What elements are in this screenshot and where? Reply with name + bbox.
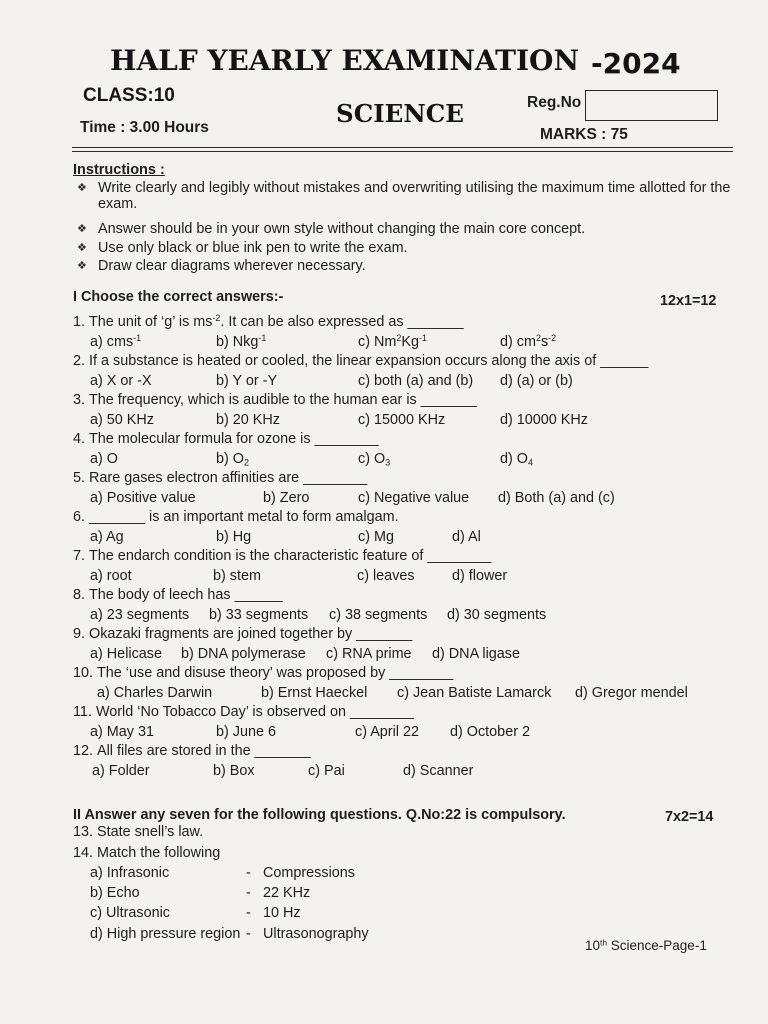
option-text: a) Helicase (90, 645, 162, 662)
option-c (397, 684, 551, 704)
options-row-q4 (0, 450, 768, 470)
class-label: CLASS:10 (83, 85, 175, 106)
subject-title: SCIENCE (336, 99, 464, 128)
option-text: c) April 22 (355, 723, 419, 740)
options-row-q3 (0, 411, 768, 431)
reg-no-box (585, 90, 718, 121)
option-d (500, 372, 573, 392)
instruction-item (77, 221, 747, 237)
question-text: The endarch condition is the characteristic feature of ________ (89, 548, 492, 564)
question-stem: Match the following (97, 845, 221, 861)
question-text: The ‘use and disuse theory’ was proposed by ________ (97, 665, 454, 681)
reg-no-label: Reg.No (527, 94, 582, 111)
options-row-q10 (0, 684, 768, 704)
option-b (216, 333, 266, 353)
option-superscript: -2 (548, 332, 557, 343)
exam-title (110, 45, 681, 80)
section-2-marks: 7x2=14 (665, 809, 714, 825)
option-a (90, 450, 118, 470)
option-c (308, 762, 345, 782)
options-row-q6 (0, 528, 768, 548)
option-text: d) flower (452, 567, 508, 584)
diamond-bullet-icon: ❖ (77, 181, 87, 194)
footer-text: Science-Page-1 (607, 938, 707, 953)
footer-superscript: th (600, 937, 608, 948)
section-1-heading: I Choose the correct answers:- (73, 289, 284, 305)
instruction-text: Write clearly and legibly without mistakes and overwriting utilising the maximum time allotted for the exam. (98, 180, 731, 212)
question-2 (0, 352, 768, 372)
question-4 (0, 430, 768, 450)
instruction-text: Answer should be in your own style without changing the main core concept. (98, 221, 586, 237)
option-subscript: 3 (385, 457, 391, 468)
option-text: Kg (401, 333, 419, 350)
match-right-item: Ultrasonography (263, 926, 369, 942)
option-d (500, 333, 556, 353)
question-number: 9. (73, 626, 86, 642)
option-c (358, 333, 427, 353)
question-number: 4. (73, 431, 86, 447)
question-text: The unit of ‘g’ is ms (89, 314, 213, 330)
options-row-q11 (0, 723, 768, 743)
option-text: d) 30 segments (447, 606, 547, 623)
option-text: a) Positive value (90, 489, 196, 506)
option-b (213, 567, 261, 587)
option-text: d) DNA ligase (432, 645, 520, 662)
option-text: c) O (358, 450, 386, 467)
option-d (403, 762, 473, 782)
option-text: d) O (500, 450, 528, 467)
option-text: b) stem (213, 567, 261, 584)
option-b (216, 372, 277, 392)
option-text: c) 15000 KHz (358, 411, 446, 428)
question-stem (89, 314, 464, 330)
option-text: b) Hg (216, 528, 252, 545)
question-stem (89, 392, 477, 408)
option-text: c) RNA prime (326, 645, 412, 662)
question-number: 8. (73, 587, 86, 603)
option-subscript: 2 (244, 457, 249, 468)
match-row (0, 864, 768, 883)
question-stem (89, 470, 367, 486)
options-row-q1 (0, 333, 768, 353)
option-text: a) May 31 (90, 723, 154, 740)
footer-text: 10 (585, 938, 601, 953)
question-number: 14. (73, 845, 94, 861)
question-stem (89, 509, 399, 525)
option-text: c) Negative value (358, 489, 470, 506)
option-b (181, 645, 306, 665)
option-text: a) cms (90, 333, 134, 350)
option-text: b) 33 segments (209, 606, 309, 623)
total-marks: MARKS : 75 (540, 126, 628, 143)
option-text: c) Nm (358, 333, 397, 350)
option-b (216, 723, 276, 743)
option-d (450, 723, 530, 743)
option-a (90, 645, 162, 665)
question-number: 3. (73, 392, 86, 408)
question-text: . It can be also expressed as _______ (220, 314, 464, 330)
question-stem (89, 548, 491, 564)
question-number: 7. (73, 548, 86, 564)
exam-year: -2024 (591, 47, 681, 80)
match-right-item: 22 KHz (263, 885, 311, 901)
instruction-text: Use only black or blue ink pen to write the exam. (98, 240, 408, 256)
option-text: d) 10000 KHz (500, 411, 588, 428)
option-text: d) Scanner (403, 762, 474, 779)
question-number: 13. (73, 824, 94, 840)
match-row (0, 884, 768, 903)
option-a (90, 372, 152, 392)
option-text: d) (a) or (b) (500, 372, 573, 389)
question-text: The body of leech has ______ (89, 587, 283, 603)
instruction-text: Draw clear diagrams wherever necessary. (98, 258, 366, 274)
option-b (213, 762, 255, 782)
option-c (358, 411, 445, 431)
match-right-item: Compressions (263, 865, 355, 881)
option-text: b) 20 KHz (216, 411, 280, 428)
option-b (263, 489, 309, 509)
instruction-item (77, 240, 747, 256)
options-row-q7 (0, 567, 768, 587)
question-6 (0, 508, 768, 528)
option-d (500, 411, 588, 431)
option-text: a) 50 KHz (90, 411, 154, 428)
option-c (358, 372, 473, 392)
question-3 (0, 391, 768, 411)
option-text: b) DNA polymerase (181, 645, 306, 662)
option-text: a) O (90, 450, 118, 467)
question-text: _______ is an important metal to form amalgam. (89, 509, 399, 525)
section-2-heading: II Answer any seven for the following questions. Q.No:22 is compulsory. (73, 807, 566, 823)
option-b (209, 606, 308, 626)
option-a (90, 606, 189, 626)
option-text: d) Al (452, 528, 481, 545)
question-number: 5. (73, 470, 86, 486)
options-row-q5 (0, 489, 768, 509)
option-text: a) Charles Darwin (97, 684, 213, 701)
option-text: c) Jean Batiste Lamarck (397, 684, 552, 701)
match-row (0, 904, 768, 923)
option-b (216, 528, 251, 548)
instruction-item (77, 180, 747, 212)
diamond-bullet-icon: ❖ (77, 222, 87, 235)
option-text: d) October 2 (450, 723, 530, 740)
page-footer (585, 937, 707, 955)
option-c (358, 528, 394, 548)
section-1-marks: 12x1=12 (660, 293, 717, 309)
question-12 (0, 742, 768, 762)
time-label: Time : 3.00 Hours (80, 119, 209, 136)
match-separator: - (246, 926, 251, 942)
question-stem (96, 704, 414, 720)
question-5 (0, 469, 768, 489)
question-text: World ‘No Tobacco Day’ is observed on ________ (95, 704, 415, 720)
option-c (355, 723, 419, 743)
question-superscript: -2 (212, 313, 221, 324)
option-d (447, 606, 546, 626)
option-text: b) Y or -Y (216, 372, 278, 389)
option-a (90, 528, 124, 548)
option-a (90, 489, 196, 509)
option-c (358, 489, 469, 509)
option-text: c) 38 segments (329, 606, 428, 623)
option-text: a) root (90, 567, 132, 584)
options-row-q9 (0, 645, 768, 665)
option-c (329, 606, 427, 626)
option-a (90, 723, 154, 743)
question-stem: State snell’s law. (97, 824, 204, 840)
option-superscript: 2 (396, 332, 402, 343)
option-text: c) both (a) and (b) (358, 372, 474, 389)
option-text: b) Box (213, 762, 255, 779)
question-number: 11. (73, 704, 92, 720)
option-text: b) Nkg (216, 333, 259, 350)
question-13 (73, 823, 203, 842)
match-separator: - (246, 905, 251, 921)
option-d (452, 528, 481, 548)
question-number: 12. (73, 743, 94, 759)
option-a (90, 567, 132, 587)
option-c (326, 645, 412, 665)
question-text: The frequency, which is audible to the human ear is _______ (89, 392, 477, 408)
option-a (97, 684, 212, 704)
options-row-q8 (0, 606, 768, 626)
option-b (216, 450, 249, 470)
match-right-item: 10 Hz (263, 905, 301, 921)
option-c (358, 450, 390, 470)
option-text: c) Mg (358, 528, 394, 545)
match-left-item: b) Echo (90, 885, 140, 901)
exam-title-text: HALF YEARLY EXAMINATION (110, 44, 580, 77)
question-7 (0, 547, 768, 567)
option-a (90, 333, 141, 353)
match-left-item: d) High pressure region (90, 926, 241, 942)
options-row-q2 (0, 372, 768, 392)
option-superscript: -1 (258, 332, 267, 343)
options-row-q12 (0, 762, 768, 782)
question-text: The molecular formula for ozone is ________ (89, 431, 379, 447)
option-d (432, 645, 520, 665)
option-d (575, 684, 688, 704)
question-stem (97, 665, 453, 681)
question-9 (0, 625, 768, 645)
option-d (500, 450, 533, 470)
option-c (357, 567, 415, 587)
option-text: c) Pai (308, 762, 345, 779)
match-left-item: c) Ultrasonic (90, 905, 170, 921)
match-separator: - (246, 885, 251, 901)
instruction-item (77, 258, 747, 274)
option-subscript: 4 (528, 457, 533, 468)
question-stem (89, 431, 379, 447)
question-stem (89, 587, 283, 603)
option-d (498, 489, 615, 509)
question-number: 1. (73, 314, 86, 330)
question-8 (0, 586, 768, 606)
question-text: Rare gases electron affinities are ________ (89, 470, 368, 486)
option-b (261, 684, 367, 704)
option-text: d) Gregor mendel (575, 684, 688, 701)
question-14 (73, 844, 220, 863)
diamond-bullet-icon: ❖ (77, 241, 87, 254)
question-1 (0, 313, 768, 333)
header-double-rule (72, 147, 733, 152)
option-b (216, 411, 280, 431)
question-text: Okazaki fragments are joined together by _______ (89, 626, 413, 642)
match-left-item: a) Infrasonic (90, 865, 170, 881)
option-text: a) Folder (92, 762, 150, 779)
option-text: b) O (216, 450, 244, 467)
option-text: c) leaves (357, 567, 415, 584)
option-a (92, 762, 150, 782)
question-11 (0, 703, 768, 723)
option-text: a) X or -X (90, 372, 152, 389)
option-superscript: -1 (418, 332, 427, 343)
diamond-bullet-icon: ❖ (77, 259, 87, 272)
option-d (452, 567, 507, 587)
option-text: b) Ernst Haeckel (261, 684, 368, 701)
mcq-question-list (0, 313, 768, 781)
question-stem (97, 743, 311, 759)
option-text: a) Ag (90, 528, 124, 545)
option-text: d) Both (a) and (c) (498, 489, 615, 506)
question-number: 6. (73, 509, 86, 525)
option-text: b) June 6 (216, 723, 277, 740)
option-text: a) 23 segments (90, 606, 190, 623)
question-number: 10. (73, 665, 94, 681)
match-separator: - (246, 865, 251, 881)
question-number: 2. (73, 353, 86, 369)
option-text: b) Zero (263, 489, 310, 506)
option-a (90, 411, 154, 431)
question-stem (89, 626, 412, 642)
option-text: d) cm (500, 333, 536, 350)
option-superscript: -1 (133, 332, 142, 343)
question-stem (89, 353, 648, 369)
instructions-heading: Instructions : (73, 162, 165, 178)
question-text: All files are stored in the _______ (97, 743, 311, 759)
option-text: s (540, 333, 549, 350)
question-10 (0, 664, 768, 684)
option-superscript: 2 (535, 332, 541, 343)
question-text: If a substance is heated or cooled, the linear expansion occurs along the axis of ______ (89, 353, 649, 369)
